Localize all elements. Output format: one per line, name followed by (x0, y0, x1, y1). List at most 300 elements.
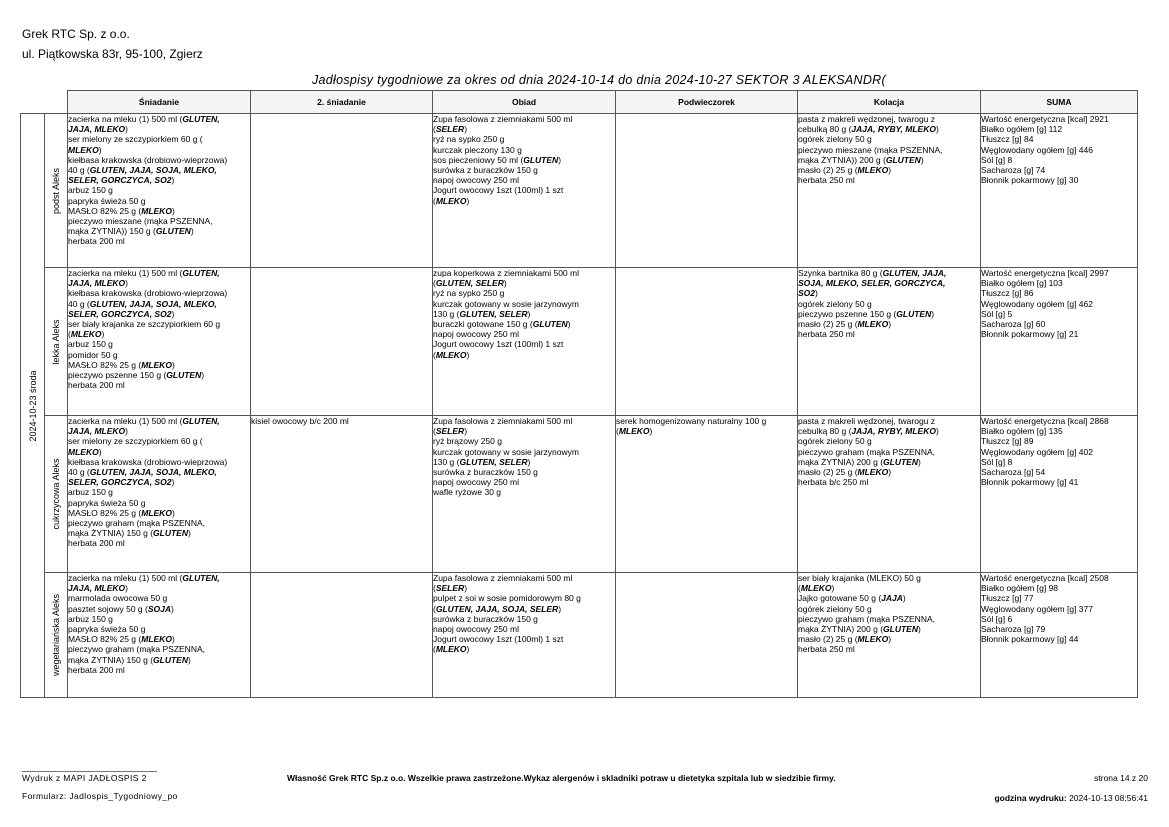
item-suffix: ) (935, 124, 939, 135)
menu-item-line (68, 196, 250, 206)
allergen-text: JAJA, MLEKO (68, 278, 126, 289)
nutrition-line (981, 288, 1137, 298)
item-text: Węglowodany ogółem [g] 462 (981, 298, 1093, 309)
sum-cell (981, 268, 1138, 416)
item-text: Sacharoza [g] 79 (981, 624, 1046, 635)
menu-item-line (798, 124, 980, 134)
menu-item-line (433, 604, 615, 614)
item-text: Błonnik pokarmowy [g] 30 (981, 175, 1079, 186)
allergen-text: GLUTEN, (182, 268, 220, 278)
item-text: arbuz 150 g (68, 487, 113, 498)
menu-item-line (433, 278, 615, 288)
item-text: Tłuszcz [g] 86 (981, 288, 1034, 299)
menu-item-line (68, 583, 250, 593)
item-text: Zupa fasolowa z ziemniakami 500 ml (433, 573, 573, 583)
item-suffix: ) (171, 205, 175, 216)
item-text: pasta z makreli wędzonej, twarogu z (798, 114, 936, 124)
item-suffix: ) (464, 583, 468, 594)
allergen-text: JAJA, RYBY, MLEKO (851, 426, 936, 437)
item-text: herbata 200 ml (68, 538, 125, 549)
item-text: pieczywo graham (mąka PSZENNA, (798, 613, 935, 624)
item-text: napoj owocowy 250 ml (433, 624, 519, 635)
item-text: ( (798, 583, 801, 594)
allergen-text: MLEKO (68, 446, 99, 457)
menu-item-line (433, 114, 615, 124)
menu-item-line (68, 155, 250, 165)
allergen-text: MLEKO (435, 195, 467, 206)
item-text: zacierka na mleku (1) 500 ml ( (68, 268, 183, 278)
menu-item-line (433, 457, 615, 467)
allergen-text: GLUTEN, JAJA, SOJA, MLEKO, (89, 298, 217, 309)
item-text: herbata 250 ml (798, 329, 855, 340)
nutrition-line (981, 134, 1137, 144)
allergen-text: MLEKO (141, 359, 172, 370)
menu-table (20, 90, 1138, 698)
allergen-text: MLEKO (141, 507, 172, 518)
item-text: Zupa fasolowa z ziemniakami 500 ml (433, 416, 573, 426)
menu-item-line (68, 124, 250, 134)
item-text: kisiel owocowy b/c 200 ml (251, 416, 349, 426)
menu-item-line (433, 624, 615, 634)
item-text: Sacharoza [g] 74 (981, 165, 1046, 176)
item-text: sos pieczeniowy 50 ml ( (433, 154, 524, 165)
item-suffix: ) (98, 446, 102, 457)
item-text: kurczak gotowany w sosie jarzynowym (433, 298, 579, 309)
item-text: ogórek zielony 50 g (798, 603, 872, 614)
nutrition-line (981, 329, 1137, 339)
item-text: arbuz 150 g (68, 339, 113, 350)
menu-item-line (433, 573, 615, 583)
second-breakfast-cell (251, 416, 433, 573)
menu-item-line (433, 196, 615, 206)
allergen-text: MLEKO (70, 329, 102, 340)
footer-rule (22, 771, 157, 772)
item-suffix: ) (187, 528, 191, 539)
item-text: Błonnik pokarmowy [g] 41 (981, 477, 1079, 488)
table-header-row (21, 91, 1138, 114)
allergen-text: GLUTEN, (182, 573, 220, 583)
nutrition-line (981, 145, 1137, 155)
menu-item-line (68, 426, 250, 436)
item-text: surówka z buraczków 150 g (433, 467, 538, 478)
item-text: pieczywo mieszane (mąka PSZENNA, (68, 216, 213, 227)
item-text: napoj owocowy 250 ml (433, 175, 519, 186)
nutrition-line (981, 583, 1137, 593)
item-suffix: ) (935, 426, 939, 437)
item-text: zacierka na mleku (1) 500 ml ( (68, 573, 183, 583)
item-text: MASŁO 82% 25 g ( (68, 359, 142, 370)
item-suffix: ) (931, 308, 935, 319)
menu-item-line (433, 288, 615, 298)
allergen-text: JAJA, MLEKO (68, 426, 126, 437)
menu-item-line (798, 457, 980, 467)
item-text: wafle ryżowe 30 g (433, 487, 502, 498)
menu-item-line (433, 350, 615, 360)
item-text: ser mielony ze szczypiorkiem 60 g ( (68, 134, 203, 145)
diet-label: podst Aleks (51, 167, 61, 214)
menu-item-line (68, 644, 250, 654)
table-row (21, 114, 1138, 268)
menu-item-line (798, 309, 980, 319)
menu-item-line (68, 538, 250, 548)
sum-cell (981, 416, 1138, 573)
item-text: ( (433, 195, 436, 206)
nutrition-line (981, 124, 1137, 134)
item-text: pasztet sojowy 50 g ( (68, 603, 148, 614)
item-suffix: ) (527, 456, 531, 467)
column-header-dinner: Kolacja (798, 91, 981, 114)
menu-item-line (68, 380, 250, 390)
menu-item-line (68, 339, 250, 349)
afternoon-snack-cell (616, 416, 798, 573)
item-text: mąka ŻYTNIA) 200 g ( (798, 456, 884, 467)
menu-item-line (433, 593, 615, 603)
item-text: ( (433, 349, 436, 360)
item-text: ( (433, 278, 436, 289)
menu-item-line (798, 175, 980, 185)
allergen-text: GLUTEN (155, 226, 191, 237)
item-text: herbata 250 ml (798, 175, 855, 186)
menu-item-line (68, 226, 250, 236)
item-suffix: ) (527, 308, 531, 319)
menu-item-line (798, 624, 980, 634)
item-text: papryka świeża 50 g (68, 624, 146, 635)
item-text: serek homogenizowany naturalny 100 g (616, 416, 767, 426)
item-suffix: ) (649, 426, 653, 437)
nutrition-line (981, 593, 1137, 603)
nutrition-line (981, 114, 1137, 124)
allergen-text: MLEKO (435, 349, 467, 360)
allergen-text: GLUTEN (523, 154, 559, 165)
item-text: ser biały krajanka (MLEKO) 50 g (798, 573, 921, 583)
menu-item-line (798, 447, 980, 457)
item-text: pulpet z soi w sosie pomidorowym 80 g (433, 593, 581, 604)
menu-item-line (68, 573, 250, 583)
nutrition-line (981, 467, 1137, 477)
item-suffix: ) (888, 634, 892, 645)
dinner-cell (798, 114, 981, 268)
allergen-text: MLEKO (857, 467, 889, 478)
menu-item-line (798, 583, 980, 593)
nutrition-line (981, 309, 1137, 319)
menu-item-line (433, 426, 615, 436)
item-text: Błonnik pokarmowy [g] 21 (981, 329, 1079, 340)
menu-item-line (798, 573, 980, 583)
menu-item-line (616, 416, 797, 426)
menu-item-line (68, 299, 250, 309)
item-text: cebulką 80 g ( (798, 426, 852, 437)
item-suffix: ) (831, 583, 835, 594)
allergen-text: GLUTEN (532, 319, 568, 330)
menu-item-line (68, 236, 250, 246)
allergen-text: GLUTEN, SELER (459, 308, 528, 319)
lunch-cell (433, 268, 616, 416)
item-suffix: ) (558, 603, 562, 614)
item-text: papryka świeża 50 g (68, 497, 146, 508)
item-suffix: ) (917, 456, 921, 467)
nutrition-line (981, 477, 1137, 487)
item-text: masło (2) 25 g ( (798, 165, 858, 176)
menu-item-line (433, 309, 615, 319)
allergen-text: MLEKO (857, 634, 889, 645)
menu-item-line (798, 114, 980, 124)
item-text: Zupa fasolowa z ziemniakami 500 ml (433, 114, 573, 124)
item-text: Węglowodany ogółem [g] 377 (981, 603, 1093, 614)
menu-item-line (68, 634, 250, 644)
item-suffix: ) (125, 278, 128, 289)
menu-item-line (433, 299, 615, 309)
menu-item-line (433, 634, 615, 644)
item-text: ( (433, 583, 436, 594)
menu-item-line (433, 583, 615, 593)
item-text: surówka z buraczków 150 g (433, 613, 538, 624)
item-text: pomidor 50 g (68, 349, 118, 360)
menu-item-line (68, 268, 250, 278)
menu-item-line (433, 185, 615, 195)
item-text: mąka ŻYTNIA) 150 g ( (68, 654, 154, 665)
item-text: Jogurt owocowy 1szt (100ml) 1 szt (433, 634, 564, 645)
item-suffix: ) (201, 370, 205, 381)
item-suffix: ) (888, 467, 892, 478)
dinner-cell (798, 268, 981, 416)
item-text: Sól [g] 6 (981, 613, 1013, 624)
nutrition-line (981, 457, 1137, 467)
item-text: masło (2) 25 g ( (798, 319, 858, 330)
allergen-text: GLUTEN, SELER (435, 278, 504, 289)
menu-item-line (798, 278, 980, 288)
allergen-text: SOJA, MLEKO, SELER, GORCZYCA, (798, 278, 946, 289)
menu-item-line (433, 477, 615, 487)
item-suffix: ) (567, 319, 571, 330)
item-text: ogórek zielony 50 g (798, 298, 872, 309)
item-text: buraczki gotowane 150 g ( (433, 319, 533, 330)
allergen-text: JAJA, RYBY, MLEKO (851, 124, 936, 135)
item-text: pieczywo graham (mąka PSZENNA, (68, 518, 205, 529)
item-text: kiełbasa krakowska (drobiowo-wieprzowa) (68, 154, 228, 165)
menu-item-line (68, 145, 250, 155)
column-header-second-breakfast: 2. śniadanie (251, 91, 433, 114)
item-text: marmolada owocowa 50 g (68, 593, 168, 604)
menu-item-line (68, 518, 250, 528)
allergen-text: SELER (435, 583, 465, 594)
footer-ownership: Własność Grek RTC Sp.z o.o. Wszelkie prawa zastrzeżone.Wykaz alergenów i skladniki potraw u dietetyka szpitala lub w siedzibie firmy. (287, 773, 836, 783)
item-suffix: ) (888, 165, 892, 176)
company-address: ul. Piątkowska 83r, 95-100, Zgierz (22, 47, 203, 61)
menu-item-line (433, 319, 615, 329)
item-suffix: ) (558, 154, 562, 165)
item-text: Sacharoza [g] 60 (981, 319, 1046, 330)
table-row (21, 573, 1138, 698)
menu-item-line (68, 498, 250, 508)
item-text: surówka z buraczków 150 g (433, 165, 538, 176)
allergen-text: GLUTEN, (182, 114, 220, 124)
item-suffix: ) (190, 226, 194, 237)
item-suffix: ) (815, 288, 818, 299)
date-cell (21, 114, 45, 698)
breakfast-cell (68, 416, 251, 573)
header-spacer (45, 91, 68, 114)
menu-item-line (68, 319, 250, 329)
menu-item-line (433, 487, 615, 497)
menu-item-line (68, 457, 250, 467)
item-text: napoj owocowy 250 ml (433, 477, 519, 488)
menu-item-line (798, 155, 980, 165)
item-text: Szynka bartnika 80 g ( (798, 268, 883, 278)
allergen-text: MLEKO (141, 205, 172, 216)
allergen-text: MLEKO (618, 426, 650, 437)
menu-item-line (68, 185, 250, 195)
allergen-text: GLUTEN, JAJA, SOJA, SELER (435, 603, 559, 614)
nutrition-line (981, 604, 1137, 614)
nutrition-line (981, 165, 1137, 175)
menu-item-line (433, 436, 615, 446)
item-text: herbata 200 ml (68, 380, 125, 391)
nutrition-line (981, 634, 1137, 644)
menu-item-line (798, 593, 980, 603)
allergen-text: SELER (435, 124, 465, 135)
item-text: Sól [g] 8 (981, 154, 1013, 165)
menu-item-line (433, 416, 615, 426)
item-suffix: ) (920, 154, 924, 165)
item-text: zacierka na mleku (1) 500 ml ( (68, 416, 183, 426)
item-text: kiełbasa krakowska (drobiowo-wieprzowa) (68, 456, 228, 467)
allergen-text: SELER, GORCZYCA, SO2 (68, 477, 172, 488)
menu-item-line (68, 614, 250, 624)
item-suffix: ) (466, 644, 470, 655)
nutrition-line (981, 278, 1137, 288)
allergen-text: MLEKO (857, 319, 889, 330)
item-text: kurczak pieczony 130 g (433, 144, 522, 155)
menu-item-line (68, 278, 250, 288)
menu-item-line (433, 339, 615, 349)
item-text: Wartość energetyczna [kcal] 2997 (981, 268, 1109, 278)
item-text: Białko ogółem [g] 112 (981, 124, 1063, 135)
menu-item-line (798, 614, 980, 624)
menu-item-line (433, 155, 615, 165)
menu-item-line (68, 309, 250, 319)
menu-item-line (798, 477, 980, 487)
item-suffix: ) (171, 507, 175, 518)
item-text: ( (433, 426, 436, 437)
menu-item-line (68, 134, 250, 144)
allergen-text: JAJA, MLEKO (68, 124, 126, 135)
footer-form: Formularz: Jadlospis_Tygodniowy_po (22, 791, 178, 801)
item-suffix: ) (101, 329, 105, 340)
item-text: pieczywo graham (mąka PSZENNA, (68, 644, 205, 655)
afternoon-snack-cell (616, 268, 798, 416)
item-text: kurczak gotowany w sosie jarzynowym (433, 446, 579, 457)
footer-page-number: strona 14 z 20 (1094, 773, 1148, 783)
menu-item-line (798, 319, 980, 329)
menu-item-line (433, 447, 615, 457)
item-text: ( (433, 124, 436, 135)
item-text: ( (433, 644, 436, 655)
nutrition-line (981, 447, 1137, 457)
allergen-text: JAJA, MLEKO (68, 583, 126, 594)
menu-item-line (798, 165, 980, 175)
second-breakfast-cell (251, 268, 433, 416)
item-text: herbata 200 ml (68, 664, 125, 675)
allergen-text: SELER (435, 426, 465, 437)
menu-item-line (433, 467, 615, 477)
item-suffix: ) (171, 359, 175, 370)
footer-print-time (994, 793, 1148, 803)
item-text: ( (616, 426, 619, 437)
item-text: Wartość energetyczna [kcal] 2508 (981, 573, 1109, 583)
item-suffix: ) (466, 195, 470, 206)
item-text: Białko ogółem [g] 98 (981, 583, 1059, 594)
item-text: pieczywo graham (mąka PSZENNA, (798, 446, 935, 457)
menu-item-line (251, 416, 432, 426)
nutrition-line (981, 614, 1137, 624)
column-header-lunch: Obiad (433, 91, 616, 114)
document-title: Jadłospisy tygodniowe za okres od dnia 2024-10-14 do dnia 2024-10-27 SEKTOR 3 ALEKSANDR( (312, 73, 886, 87)
item-text: ( (433, 603, 436, 614)
menu-item-line (68, 350, 250, 360)
breakfast-cell (68, 114, 251, 268)
menu-item-line (68, 487, 250, 497)
item-text: Wartość energetyczna [kcal] 2868 (981, 416, 1109, 426)
menu-item-line (433, 124, 615, 134)
item-text: MASŁO 82% 25 g ( (68, 507, 142, 518)
company-header (22, 24, 203, 64)
item-suffix: ) (125, 426, 128, 437)
allergen-text: GLUTEN (153, 654, 188, 665)
sum-cell (981, 573, 1138, 698)
menu-item-line (68, 447, 250, 457)
menu-item-line (68, 477, 250, 487)
item-text: masło (2) 25 g ( (798, 634, 858, 645)
item-text: mąka ŻYTNIA) 200 g ( (798, 624, 884, 635)
item-suffix: ) (125, 583, 128, 594)
item-text: herbata 250 ml (798, 644, 855, 655)
menu-item-line (433, 175, 615, 185)
menu-item-line (68, 665, 250, 675)
breakfast-cell (68, 268, 251, 416)
nutrition-line (981, 155, 1137, 165)
item-text: 40 g ( (68, 165, 90, 176)
item-suffix: ) (171, 175, 175, 186)
item-text: ryż na sypko 250 g (433, 288, 505, 299)
item-text: masło (2) 25 g ( (798, 467, 858, 478)
item-text: pieczywo pszenne 150 g ( (68, 370, 167, 381)
menu-item-line (68, 165, 250, 175)
print-time-value: 2024-10-13 08:56:41 (1069, 793, 1148, 803)
item-text: mąka ŻYTNIA)) 150 g ( (68, 226, 156, 237)
item-suffix: ) (187, 654, 191, 665)
item-text: Sól [g] 5 (981, 308, 1013, 319)
second-breakfast-cell (251, 573, 433, 698)
diet-label: wegetariańska Aleks (51, 593, 61, 677)
lunch-cell (433, 416, 616, 573)
dinner-cell (798, 416, 981, 573)
allergen-text: MLEKO (857, 165, 889, 176)
menu-item-line (798, 299, 980, 309)
nutrition-line (981, 416, 1137, 426)
menu-item-line (798, 329, 980, 339)
menu-item-line (433, 268, 615, 278)
company-name: Grek RTC Sp. z o.o. (22, 27, 130, 41)
item-text: papryka świeża 50 g (68, 195, 146, 206)
item-suffix: ) (171, 634, 175, 645)
print-time-label: godzina wydruku: (994, 793, 1067, 803)
item-text: arbuz 150 g (68, 613, 113, 624)
item-suffix: ) (917, 624, 921, 635)
item-text: ogórek zielony 50 g (798, 134, 872, 145)
item-suffix: ) (464, 426, 468, 437)
column-header-afternoon-snack: Podwieczorek (616, 91, 798, 114)
item-text: MASŁO 82% 25 g ( (68, 205, 142, 216)
